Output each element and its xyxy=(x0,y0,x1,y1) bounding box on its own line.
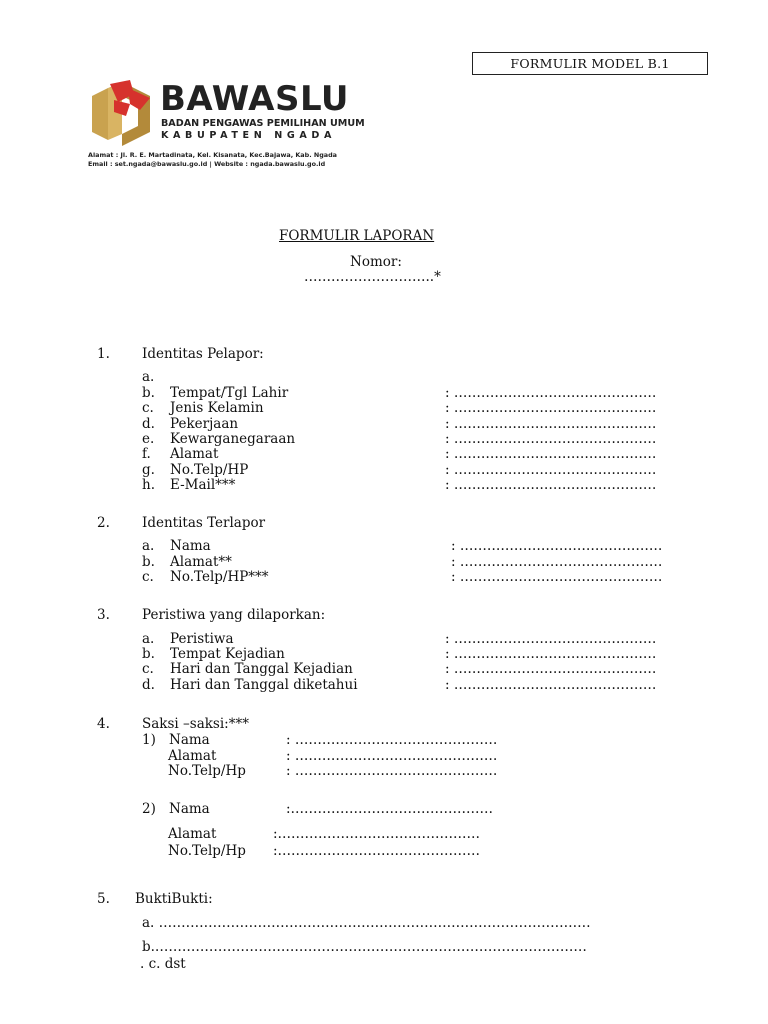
item-label: E-Mail*** xyxy=(170,477,236,493)
item-label: Tempat Kejadian xyxy=(170,646,285,662)
brand-region: KABUPATEN NGADA xyxy=(161,130,336,141)
evidence-line: . c. dst xyxy=(140,956,186,972)
evidence-line: a. …………………………………………………………………………………… xyxy=(142,915,591,931)
witness-label: Nama xyxy=(169,801,210,817)
item-label: Hari dan Tanggal Kejadian xyxy=(170,661,353,677)
witness-value: :……………………………………… xyxy=(286,801,494,817)
item-letter: b. xyxy=(142,646,155,662)
item-value: : ……………………………………… xyxy=(451,554,663,570)
witness-label: Alamat xyxy=(168,748,217,764)
witness-label: Nama xyxy=(169,732,210,748)
witness-label: No.Telp/Hp xyxy=(168,843,246,859)
bawaslu-logo-icon xyxy=(88,80,154,146)
item-value: : ……………………………………… xyxy=(445,416,657,432)
form-model-label: FORMULIR MODEL B.1 xyxy=(472,52,708,75)
witness-value: :……………………………………… xyxy=(273,843,481,859)
section-title: BuktiBukti: xyxy=(135,891,213,907)
item-letter: d. xyxy=(142,416,155,432)
section-number: 2. xyxy=(97,515,110,531)
item-letter: c. xyxy=(142,400,154,416)
section-number: 4. xyxy=(97,716,110,732)
item-label: Alamat xyxy=(170,446,219,462)
item-label: Jenis Kelamin xyxy=(170,400,264,416)
nomor-value: ………………………..* xyxy=(304,269,441,285)
section-number: 1. xyxy=(97,346,110,362)
section-title: Peristiwa yang dilaporkan: xyxy=(142,607,326,623)
item-label: Alamat** xyxy=(170,554,232,570)
address-line: Alamat : Jl. R. E. Martadinata, Kel. Kisanata, Kec.Bajawa, Kab. Ngada xyxy=(88,151,337,159)
section-number: 5. xyxy=(97,891,110,907)
witness-value: : ……………………………………… xyxy=(286,748,498,764)
item-value: : ……………………………………… xyxy=(445,477,657,493)
item-letter: c. xyxy=(142,661,154,677)
item-label: Pekerjaan xyxy=(170,416,239,432)
item-letter: h. xyxy=(142,477,155,493)
item-letter: g. xyxy=(142,462,155,478)
item-label: Peristiwa xyxy=(170,631,234,647)
item-value: : ……………………………………… xyxy=(445,385,657,401)
item-value: : ……………………………………… xyxy=(445,446,657,462)
nomor-label: Nomor: xyxy=(350,254,402,270)
item-value: : ……………………………………… xyxy=(445,677,657,693)
item-value: : ……………………………………… xyxy=(451,538,663,554)
item-letter: d. xyxy=(142,677,155,693)
witness-value: : ……………………………………… xyxy=(286,763,498,779)
item-value: : ……………………………………… xyxy=(451,569,663,585)
item-label: No.Telp/HP xyxy=(170,462,249,478)
item-label: Hari dan Tanggal diketahui xyxy=(170,677,358,693)
form-title: FORMULIR LAPORAN xyxy=(279,228,435,244)
brand-name: BAWASLU xyxy=(160,79,350,119)
item-letter: f. xyxy=(142,446,151,462)
witness-value: : ……………………………………… xyxy=(286,732,498,748)
contact-line: Email : set.ngada@bawaslu.go.id | Website : ngada.bawaslu.go.id xyxy=(88,160,326,168)
item-label: No.Telp/HP*** xyxy=(170,569,269,585)
item-letter: a. xyxy=(142,631,155,647)
item-label: Tempat/Tgl Lahir xyxy=(170,385,289,401)
item-letter: a. xyxy=(142,538,155,554)
section-title: Identitas Terlapor xyxy=(142,515,266,531)
item-letter: a. xyxy=(142,369,155,385)
witness-label: No.Telp/Hp xyxy=(168,763,246,779)
section-title: Identitas Pelapor: xyxy=(142,346,264,362)
item-value: : ……………………………………… xyxy=(445,631,657,647)
item-letter: e. xyxy=(142,431,155,447)
item-value: : ……………………………………… xyxy=(445,661,657,677)
item-label: Kewarganegaraan xyxy=(170,431,296,447)
item-letter: c. xyxy=(142,569,154,585)
item-value: : ……………………………………… xyxy=(445,400,657,416)
item-letter: b. xyxy=(142,385,155,401)
item-value: : ……………………………………… xyxy=(445,646,657,662)
witness-index: 2) xyxy=(142,801,156,817)
item-value: : ……………………………………… xyxy=(445,431,657,447)
section-title: Saksi –saksi:*** xyxy=(142,716,249,732)
item-label: Nama xyxy=(170,538,211,554)
evidence-line: b.…………………………………………………………………………………… xyxy=(142,939,587,955)
item-letter: b. xyxy=(142,554,155,570)
brand-subtitle: BADAN PENGAWAS PEMILIHAN UMUM xyxy=(161,118,365,129)
item-value: : ……………………………………… xyxy=(445,462,657,478)
witness-value: :……………………………………… xyxy=(273,826,481,842)
witness-index: 1) xyxy=(142,732,156,748)
witness-label: Alamat xyxy=(168,826,217,842)
section-number: 3. xyxy=(97,607,110,623)
